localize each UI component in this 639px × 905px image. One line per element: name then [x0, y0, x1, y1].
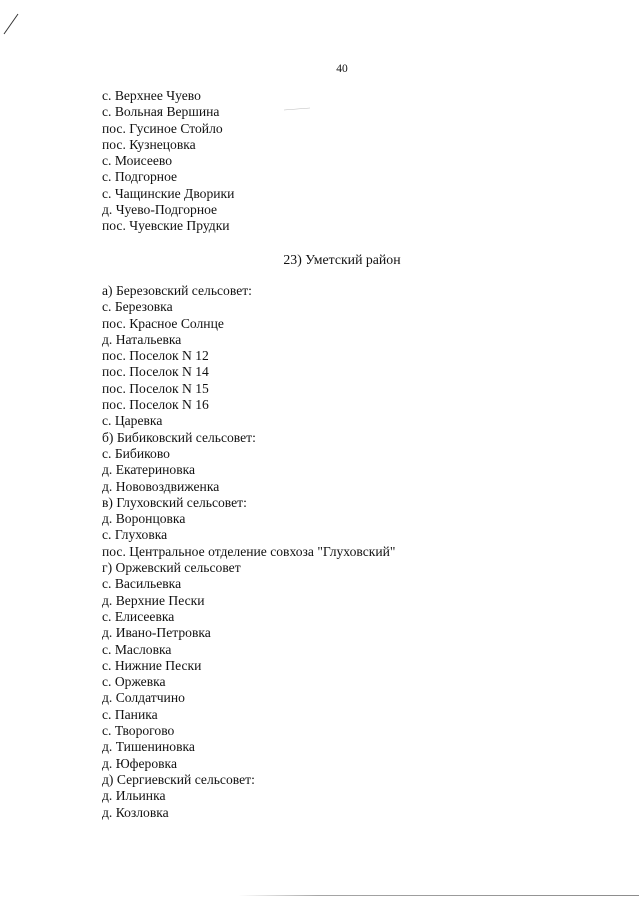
scan-pen-mark [0, 0, 40, 40]
list-item: с. Оржевка [102, 674, 166, 690]
list-item: с. Верхнее Чуево [102, 88, 201, 103]
list-item: с. Царевка [102, 413, 163, 429]
list-item: д. Ивано-Петровка [102, 625, 211, 641]
list-item: д. Тишениновка [102, 739, 195, 755]
council-heading: б) Бибиковский сельсовет: [102, 429, 256, 445]
list-item: с. Моисеево [102, 153, 173, 169]
list-item: д. Козловка [102, 804, 169, 820]
list-item: пос. Поселок N 12 [102, 348, 209, 364]
list-item: с. Чащинские Дворики [102, 185, 235, 201]
list-item: пос. Кузнецовка [102, 136, 196, 152]
list-item: д. Нововоздвиженка [102, 478, 220, 494]
page-number: 40 [336, 63, 348, 75]
list-item: с. Паника [102, 706, 158, 722]
list-item: д. Ильинка [102, 788, 166, 804]
district-settlement-list [102, 283, 395, 821]
council-heading: а) Березовский сельсовет: [102, 283, 252, 298]
list-item: с. Березовка [102, 299, 173, 315]
list-item: пос. Гусиное Стойло [102, 120, 223, 136]
list-item: пос. Поселок N 16 [102, 397, 209, 413]
list-item: д. Солдатчино [102, 690, 185, 706]
list-item: пос. Поселок N 15 [102, 380, 209, 396]
list-item: д. Верхние Пески [102, 592, 205, 608]
list-item: с. Елисеевка [102, 608, 175, 624]
section-heading: 23) Уметский район [283, 252, 401, 267]
scan-bottom-edge [238, 895, 639, 896]
list-item: с. Васильевка [102, 576, 182, 592]
list-item: с. Масловка [102, 641, 172, 657]
list-item: пос. Чуевские Прудки [102, 218, 230, 234]
council-heading: в) Глуховский сельсовет: [102, 494, 247, 510]
list-item: с. Глуховка [102, 527, 168, 543]
list-item: с. Нижние Пески [102, 657, 202, 673]
list-item: д. Натальевка [102, 331, 182, 347]
list-item: с. Бибиково [102, 445, 170, 461]
top-settlement-list [102, 88, 234, 235]
list-item: с. Творогово [102, 723, 175, 739]
list-item: с. Вольная Вершина [102, 104, 220, 120]
list-item: пос. Центральное отделение совхоза "Глуховский" [102, 543, 396, 559]
council-heading: г) Оржевский сельсовет [102, 560, 241, 576]
list-item: пос. Красное Солнце [102, 315, 224, 331]
list-item: д. Воронцовка [102, 511, 186, 527]
list-item: д. Екатериновка [102, 462, 196, 478]
council-heading: д) Сергиевский сельсовет: [102, 771, 255, 787]
scan-speck [284, 106, 310, 112]
list-item: д. Юферовка [102, 755, 177, 771]
list-item: д. Чуево-Подгорное [102, 202, 218, 218]
list-item: пос. Поселок N 14 [102, 364, 209, 380]
list-item: с. Подгорное [102, 169, 178, 185]
